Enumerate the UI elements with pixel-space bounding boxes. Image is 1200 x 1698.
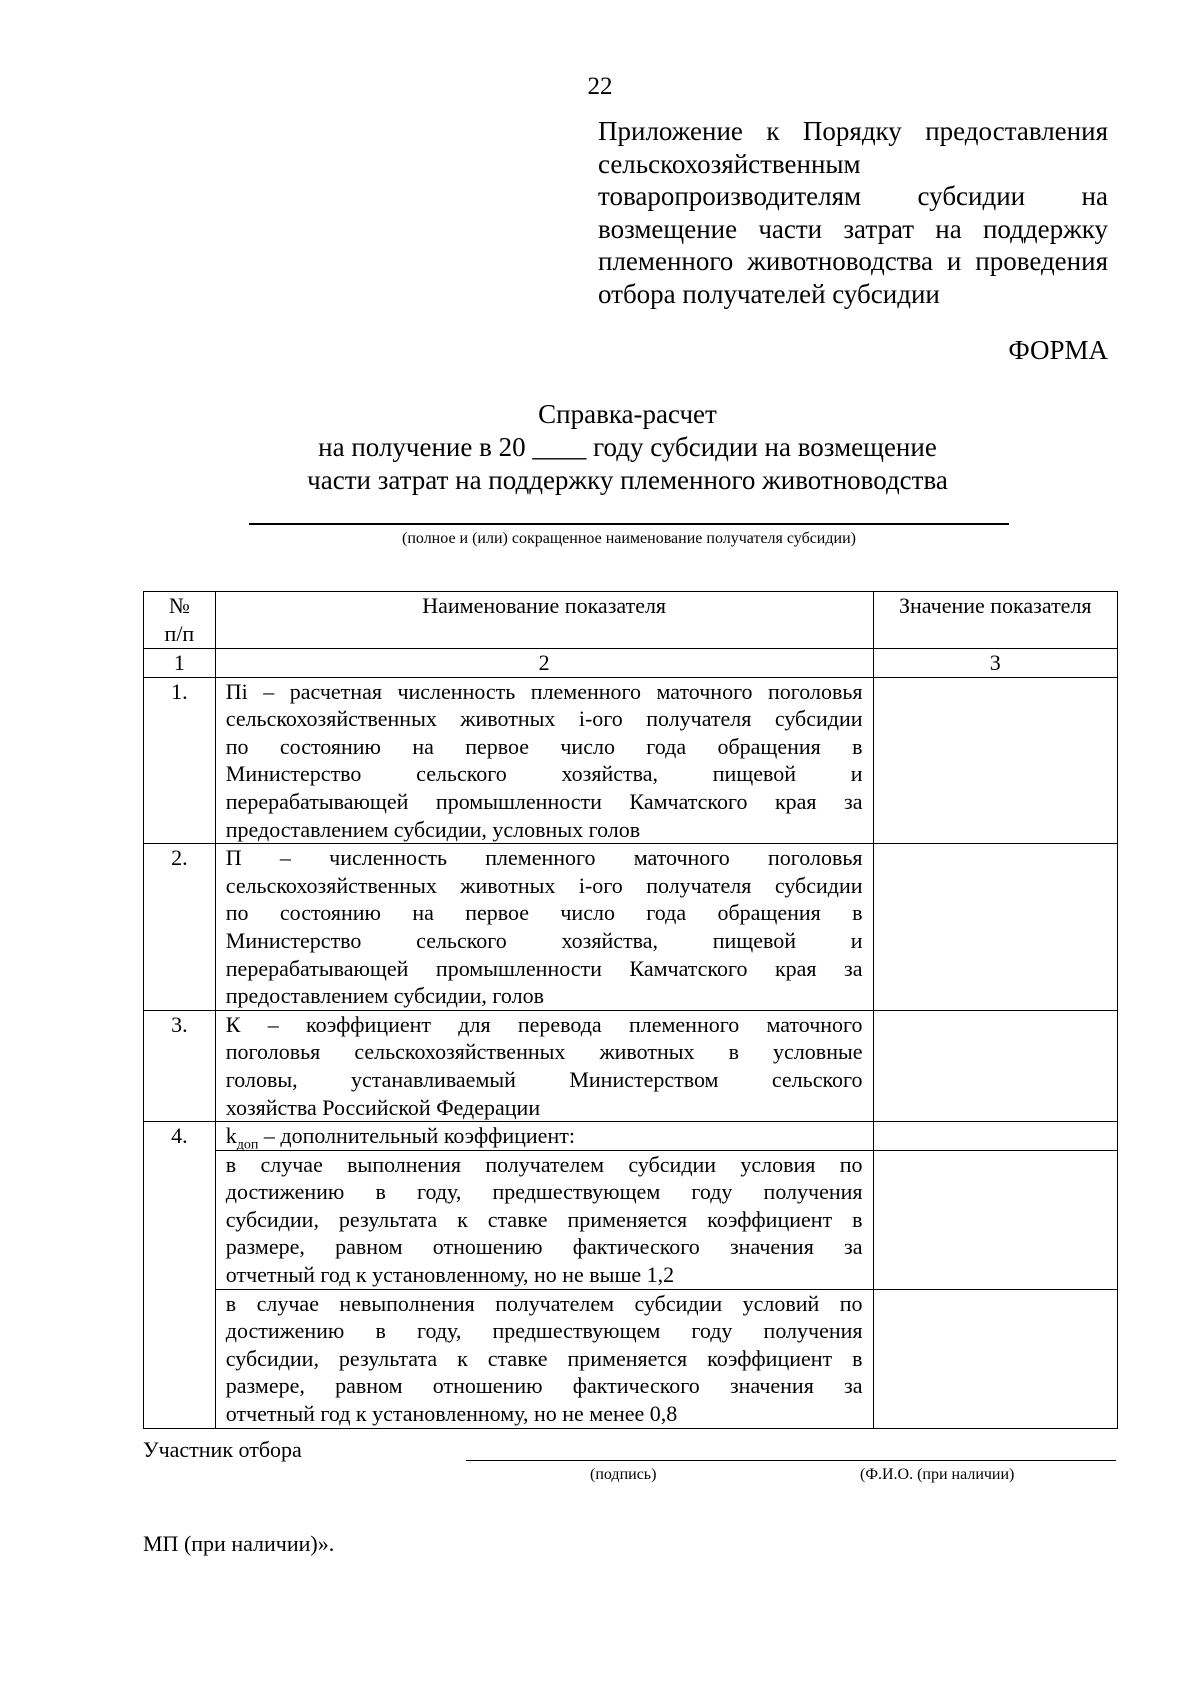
table-row (144, 1010, 1118, 1121)
annex-reference (598, 115, 1108, 311)
annex-line: сельскохозяйственным (598, 148, 861, 179)
recipient-name-line (249, 523, 1009, 525)
column-number: 3 (873, 649, 1117, 678)
signature-line (466, 1460, 1116, 1461)
header-indicator-name: Наименование показателя (215, 592, 873, 649)
indicator-value[interactable] (873, 1010, 1117, 1121)
table-row (144, 677, 1118, 844)
recipient-caption: (полное и (или) сокращенное наименование получателя субсидии) (402, 530, 856, 547)
indicator-name: К – коэффициент для перевода племенного маточного поголовья сельскохозяйственных животных в условные головы, устанавливаемый Министерством сельского хозяйства Российской Федерации (215, 1010, 873, 1121)
title-line: Справка-расчет (538, 399, 717, 429)
table-header-row (144, 592, 1118, 649)
indicator-value[interactable] (873, 1122, 1117, 1151)
header-number: № п/п (144, 592, 216, 649)
table-row (144, 1150, 1118, 1289)
row-number: 2. (144, 844, 216, 1011)
indicator-condition: в случае невыполнения получателем субсидии условий по достижению в году, предшествующем году получения субсидии, результата к ставке применяется коэффициент в размере, равном отношению фактического значения за отчетный год к установленному, но не менее 0,8 (215, 1289, 873, 1428)
column-number: 2 (215, 649, 873, 678)
table-row (144, 1289, 1118, 1428)
annex-line: Приложение к Порядку предоставления (598, 116, 1108, 146)
row-number: 4. (144, 1122, 216, 1429)
indicator-value[interactable] (873, 844, 1117, 1011)
indicator-value[interactable] (873, 1289, 1117, 1428)
row-number: 1. (144, 677, 216, 844)
column-number: 1 (144, 649, 216, 678)
title-line: на получение в 20 ____ году субсидии на возмещение (318, 432, 937, 462)
indicator-value[interactable] (873, 677, 1117, 844)
page-number: 22 (587, 73, 613, 100)
stamp-label: МП (при наличии)». (143, 1531, 335, 1556)
annex-line: отбора получателей субсидии (598, 278, 940, 309)
calculation-table (143, 591, 1118, 1429)
annex-line: возмещение части затрат на поддержку (598, 213, 1108, 244)
table-row (144, 1122, 1118, 1151)
indicator-name: П – численность племенного маточного поголовья сельскохозяйственных животных i-ого получателя субсидии по состоянию на первое число года обращения в Министерство сельского хозяйства, пищевой и перерабатывающей промышленности Камчатского края за предоставлением субсидии, голов (215, 844, 873, 1011)
row-number: 3. (144, 1010, 216, 1121)
signature-caption: (подпись) (590, 1466, 657, 1483)
annex-line: товаропроизводителям субсидии на (598, 181, 1108, 212)
header-indicator-value: Значение показателя (873, 592, 1117, 649)
column-number-row (144, 649, 1118, 678)
indicator-condition: в случае выполнения получателем субсидии условия по достижению в году, предшествующем году получения субсидии, результата к ставке применяется коэффициент в размере, равном отношению фактического значения за отчетный год к установленному, но не выше 1,2 (215, 1150, 873, 1289)
annex-line: племенного животноводства и проведения (598, 246, 1108, 277)
participant-label: Участник отбора (143, 1437, 302, 1462)
indicator-name: Пi – расчетная численность племенного маточного поголовья сельскохозяйственных животных i-ого получателя субсидии по состоянию на первое число года обращения в Министерство сельского хозяйства, пищевой и перерабатывающей промышленности Камчатского края за предоставлением субсидии, условных голов (215, 677, 873, 844)
table-row (144, 844, 1118, 1011)
form-label: ФОРМА (1008, 335, 1108, 365)
indicator-value[interactable] (873, 1150, 1117, 1289)
name-caption: (Ф.И.О. (при наличии) (860, 1466, 1015, 1483)
title-line: части затрат на поддержку племенного животноводства (307, 465, 948, 495)
document-title (0, 398, 1200, 497)
indicator-name: $k_{доп}$ – дополнительный коэффициент: (215, 1122, 873, 1151)
